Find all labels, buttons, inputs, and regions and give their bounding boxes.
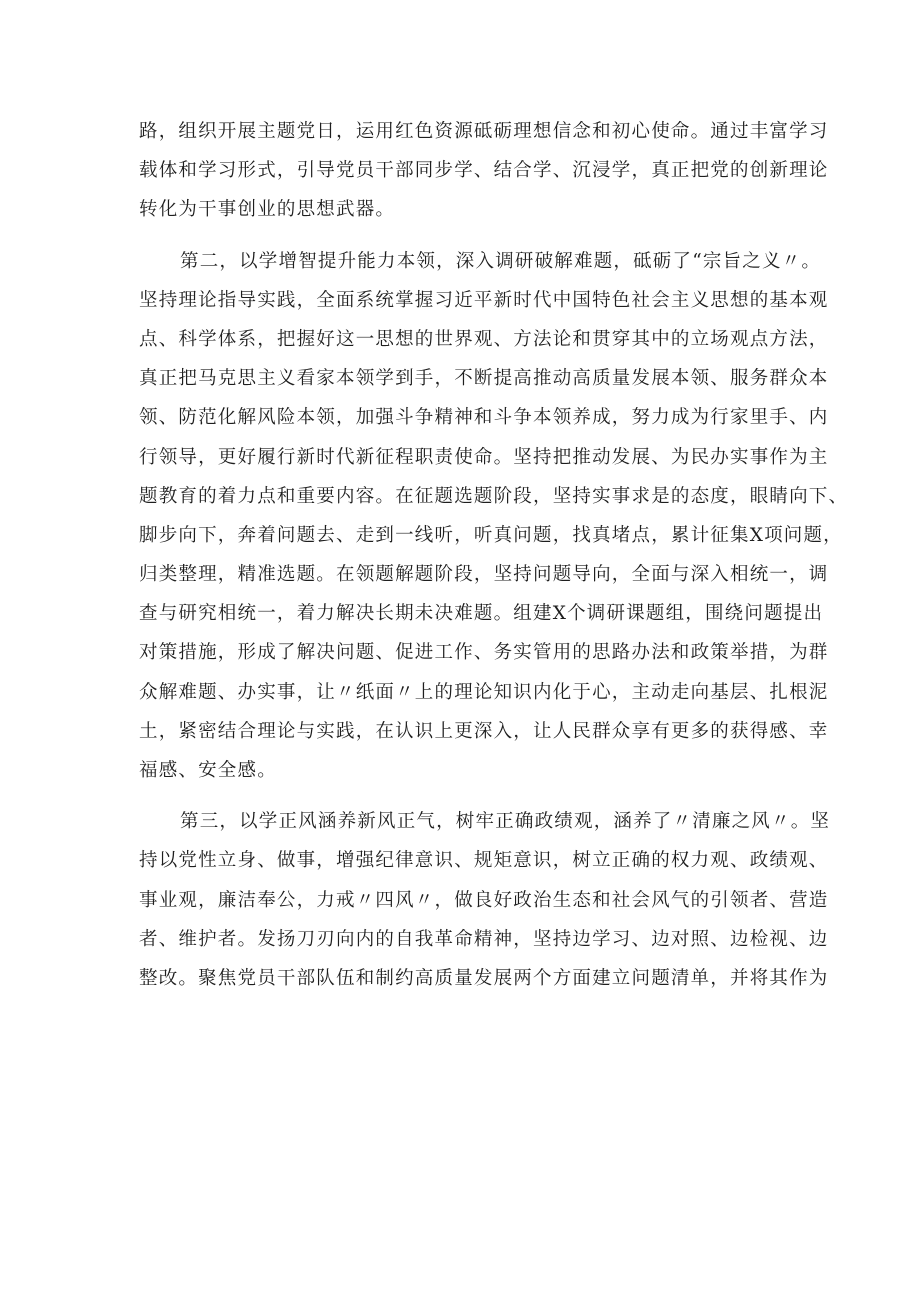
text-line: 领、防范化解风险本领，加强斗争精神和斗争本领养成，努力成为行家里手、内 xyxy=(139,407,829,429)
text-line: 题教育的着力点和重要内容。在征题选题阶段，坚持实事求是的态度，眼睛向下、 xyxy=(139,485,849,507)
text-line: 众解难题、办实事，让〃纸面〃上的理论知识内化于心，主动走向基层、扎根泥 xyxy=(139,681,829,703)
text-line: 转化为干事创业的思想武器。 xyxy=(139,199,396,221)
text-line: 事业观，廉洁奉公，力戒〃四风〃，做良好政治生态和社会风气的引领者、营造 xyxy=(139,889,829,911)
paragraph-2 xyxy=(139,242,849,791)
text-line: 第三，以学正风涵养新风正气，树牢正确政绩观，涵养了〃清廉之风〃。坚 xyxy=(180,811,831,833)
paragraph-3 xyxy=(139,802,831,998)
text-line: 持以党性立身、做事，增强纪律意识、规矩意识，树立正确的权力观、政绩观、 xyxy=(139,850,829,872)
text-line: 查与研究相统一，着力解决长期未决难题。组建X个调研课题组，围绕问题提出 xyxy=(139,603,824,625)
text-line: 福感、安全感。 xyxy=(139,760,277,781)
text-line: 者、维护者。发扬刀刃向内的自我革命精神，坚持边学习、边对照、边检视、边 xyxy=(139,928,829,950)
text-line: 行领导，更好履行新时代新征程职责使命。坚持把推动发展、为民办实事作为主 xyxy=(139,446,829,468)
paragraph-spacer xyxy=(139,230,799,242)
text-line: 路，组织开展主题党日，运用红色资源砥砺理想信念和初心使命。通过丰富学习 xyxy=(139,121,829,142)
text-line: 点、科学体系，把握好这一思想的世界观、方法论和贯穿其中的立场观点方法， xyxy=(139,328,829,350)
text-line: 坚持理论指导实践，全面系统掌握习近平新时代中国特色社会主义思想的基本观 xyxy=(139,289,829,311)
text-line: 真正把马克思主义看家本领学到手，不断提高推动高质量发展本领、服务群众本 xyxy=(139,368,829,390)
text-line: 对策措施，形成了解决问题、促进工作、务实管用的思路办法和政策举措，为群 xyxy=(139,642,829,664)
text-line: 整改。聚焦党员干部队伍和制约高质量发展两个方面建立问题清单，并将其作为 xyxy=(139,967,829,989)
text-line: 载体和学习形式，引导党员干部同步学、结合学、沉浸学，真正把党的创新理论 xyxy=(139,160,829,182)
paragraph-spacer xyxy=(139,790,799,802)
paragraph-1 xyxy=(139,112,829,230)
text-line: 土，紧密结合理论与实践，在认识上更深入，让人民群众享有更多的获得感、幸 xyxy=(139,720,829,742)
text-line: 脚步向下，奔着问题去、走到一线听，听真问题，找真堵点，累计征集X项问题， xyxy=(139,524,843,546)
document-body xyxy=(139,112,849,998)
text-line: 归类整理，精准选题。在领题解题阶段，坚持问题导向，全面与深入相统一，调 xyxy=(139,564,829,586)
text-line: 第二，以学增智提升能力本领，深入调研破解难题，砥砺了“宗旨之义〃。 xyxy=(180,250,822,272)
